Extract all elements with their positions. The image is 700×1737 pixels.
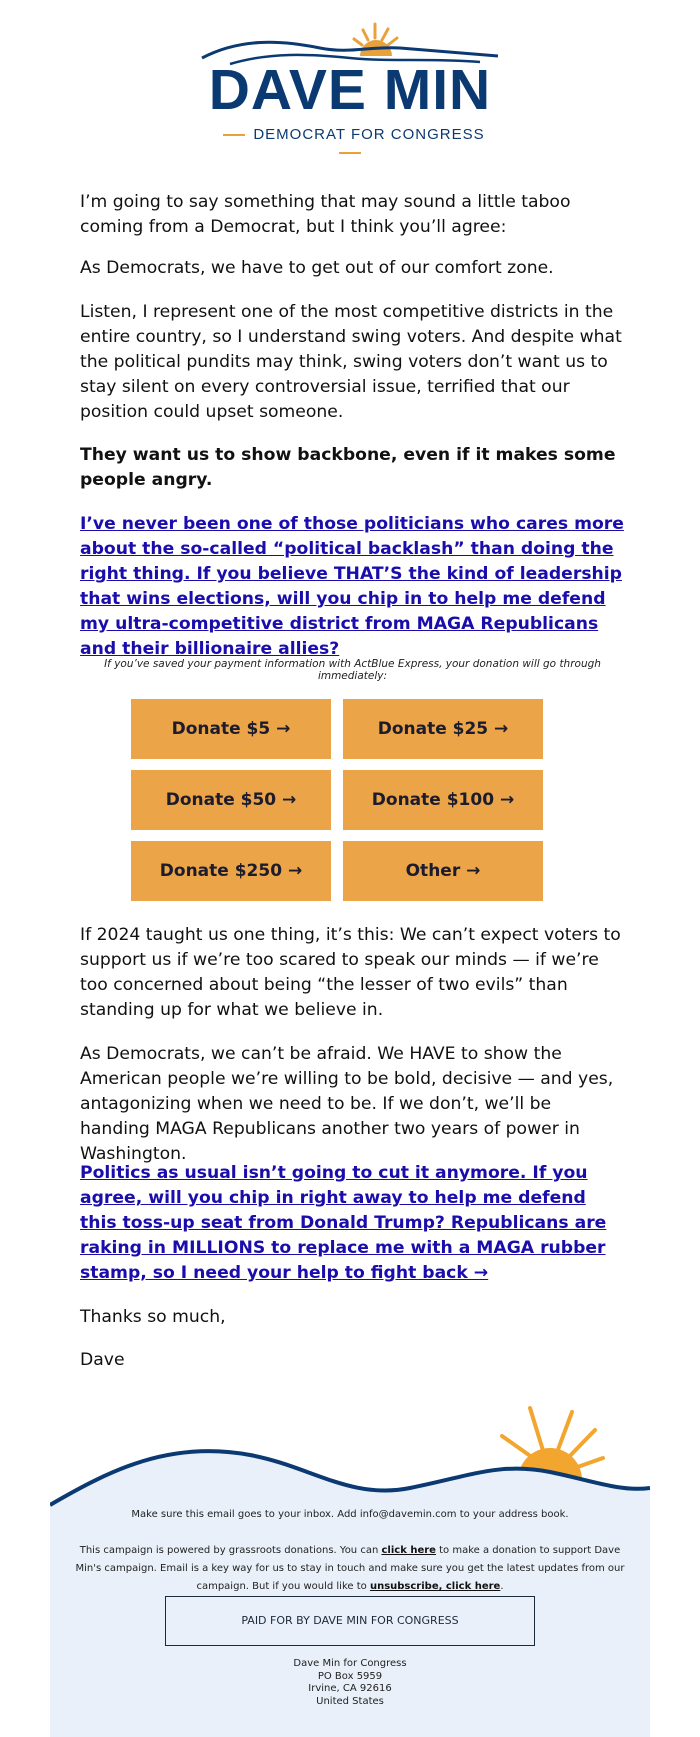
logo-tagline [200,126,500,162]
footer-period: . [500,1581,504,1592]
footer-address [50,1658,650,1708]
donate-100-button[interactable]: Donate $100 → [343,770,543,830]
campaign-logo [200,18,500,142]
footer-unsubscribe-link[interactable]: unsubscribe, click here [369,1581,501,1592]
paragraph-comfort-zone: As Democrats, we have to get out of our comfort zone. [80,258,554,278]
donate-50-button[interactable]: Donate $50 → [131,770,331,830]
donate-250-button[interactable]: Donate $250 → [131,841,331,901]
donate-link-1[interactable]: I’ve never been one of those politicians who cares more about the so-called “political backlash” than doing the right thing. If you believe THAT’S the kind of leadership that wins elections, will you chip in to help me defend my ultra-competitive district from MAGA Republicans and their billionaire allies? [80,514,624,659]
donate-25-button[interactable]: Donate $25 → [343,699,543,759]
logo-name: DAVE MIN [208,58,492,122]
address-line: PO Box 5959 [317,1670,383,1682]
footer-inbox-note: Make sure this email goes to your inbox. Add info@davemin.com to your address book. [131,1509,569,1520]
paragraph-intro: I’m going to say something that may sound a little taboo coming from a Democrat, but I think you’ll agree: [80,192,571,237]
paragraph-backbone: They want us to show backbone, even if it makes some people angry. [80,445,616,490]
paragraph-swing-voters: Listen, I represent one of the most competitive districts in the entire country, so I understand swing voters. And despite what the political pundits may think, swing voters don’t want us to stay silent on every controversial issue, terrified that our position could upset someone. [80,302,622,422]
actblue-express-note: If you’ve saved your payment information with ActBlue Express, your donation will go through immediately: [104,658,601,682]
address-line: United States [316,1695,384,1707]
donate-link-2[interactable]: Politics as usual isn’t going to cut it anymore. If you agree, will you chip in right away to help me defend this toss-up seat from Donald Trump? Republicans are raking in MILLIONS to replace me with a MAGA rubber stamp, so I need your help to fight back → [80,1163,607,1283]
signature: Dave [80,1350,125,1370]
footer-grassroots-text-1: This campaign is powered by grassroots donations. You can [79,1545,379,1556]
address-line: Dave Min for Congress [293,1658,407,1669]
email-footer [50,1400,650,1737]
tagline-dash-left [223,134,245,136]
signoff: Thanks so much, [80,1307,226,1327]
address-line: Irvine, CA 92616 [308,1683,392,1694]
footer-grassroots [74,1542,626,1596]
paragraph-not-afraid: As Democrats, we can’t be afraid. We HAVE to show the American people we’re willing to be bold, decisive — and yes, antagonizing when we need to be. If we don’t, we’ll be handing MAGA Republicans another two years of power in Washington. [80,1044,614,1164]
paid-for-box: PAID FOR BY DAVE MIN FOR CONGRESS [165,1596,535,1646]
tagline-dash-right [339,152,361,154]
footer-grassroots-text-2: to make a donation to support Dave Min's campaign. Email is a key way for us to stay in touch and make sure you get the latest updates from our campaign. But if you would like to [75,1545,625,1592]
footer-click-here-link[interactable]: click here [381,1545,436,1556]
donate-5-button[interactable]: Donate $5 → [131,699,331,759]
donate-other-button[interactable]: Other → [343,841,543,901]
logo-tagline-text: DEMOCRAT FOR CONGRESS [253,126,485,143]
paragraph-2024: If 2024 taught us one thing, it’s this: We can’t expect voters to support us if we’re too scared to speak our minds — if we’re too concerned about being “the lesser of two evils” than standing up for what we believe in. [80,925,621,1020]
